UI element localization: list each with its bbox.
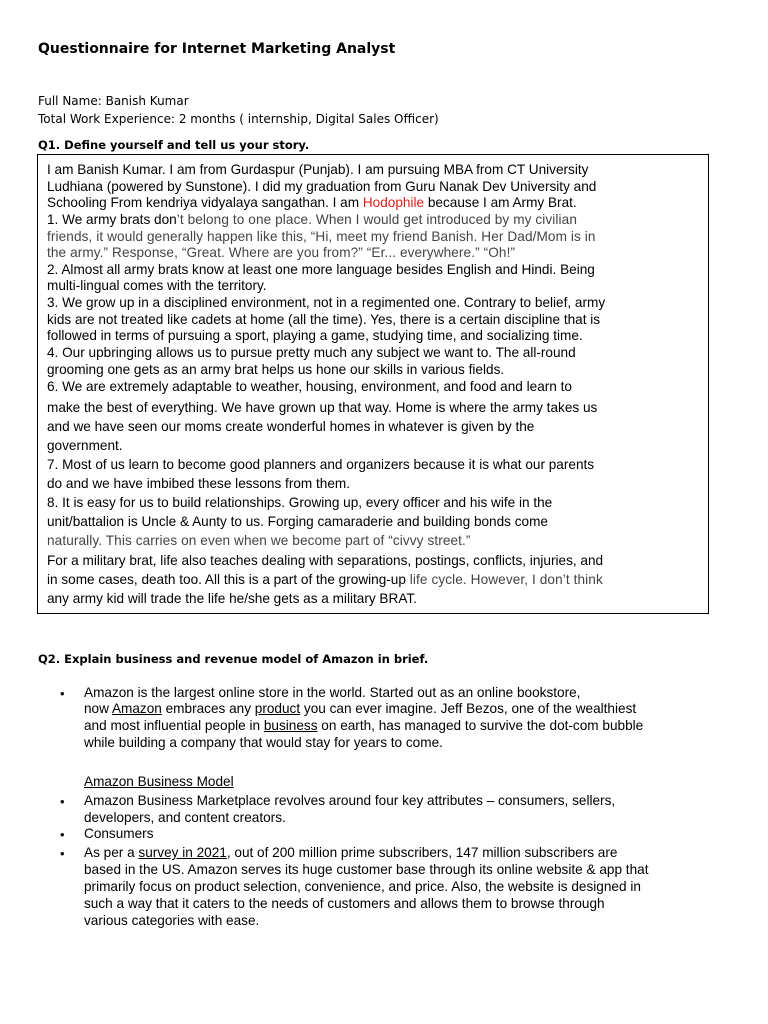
answer-line: 8. It is easy for us to build relationships. Growing up, every officer and his wife in the (47, 495, 553, 510)
answer-line: Ludhiana (powered by Sunstone). I did my graduation from Guru Nanak Dev University and (47, 179, 597, 194)
answer-text: 1. We army brats don (47, 212, 177, 227)
bullet-line: developers, and content creators. (84, 810, 286, 825)
amazon-link[interactable]: Amazon (111, 701, 162, 716)
answer-line: make the best of everything. We have grown up that way. Home is where the army takes us (47, 400, 598, 415)
bullet-line: Amazon is the largest online store in the world. Started out as an online bookstore, (84, 685, 581, 700)
bullet-line (84, 701, 636, 717)
work-experience: Total Work Experience: 2 months ( internship, Digital Sales Officer) (38, 112, 439, 126)
text: , out of 200 million prime subscribers, 147 million subscribers are (226, 845, 618, 860)
answer-line: 3. We grow up in a disciplined environment, not in a regimented one. Contrary to belief, army (47, 295, 606, 310)
bullet-line: Amazon Business Marketplace revolves around four key attributes – consumers, sellers, (84, 793, 616, 808)
answer-line: do and we have imbibed these lessons from them. (47, 476, 351, 491)
answer-text: ’t belong to one place. When I would get introduced by my civilian (176, 212, 577, 227)
answer-line (47, 572, 603, 588)
bullet-icon: • (60, 846, 65, 861)
bullet-icon: • (60, 827, 65, 842)
answer-line: 6. We are extremely adaptable to weather, housing, environment, and food and learn to (47, 379, 572, 394)
business-link[interactable]: business (263, 718, 318, 733)
answer-line: grooming one gets as an army brat helps us hone our skills in various fields. (47, 362, 505, 377)
product-link[interactable]: product (254, 701, 301, 716)
bullet-line: while building a company that would stay for years to come. (84, 735, 443, 750)
answer-line: any army kid will trade the life he/she gets as a military BRAT. (47, 591, 417, 606)
answer-text: Schooling From kendriya vidyalaya sangathan. I am (47, 195, 360, 210)
hodophile-highlight: Hodophile (362, 195, 425, 210)
text: you can ever imagine. Jeff Bezos, one of the wealthiest (300, 701, 637, 716)
q1-answer-box (37, 154, 709, 614)
business-model-subheading: Amazon Business Model (84, 774, 234, 789)
answer-text: in some cases, death too. All this is a part of the growing-up (47, 572, 406, 587)
bullet-icon: • (60, 686, 65, 701)
answer-line (47, 212, 577, 228)
bullet-line: such a way that it caters to the needs of customers and allows them to browse through (84, 896, 605, 911)
q1-question: Q1. Define yourself and tell us your story. (38, 138, 310, 152)
answer-line: friends, it would generally happen like this, “Hi, meet my friend Banish. Her Dad/Mom is in (47, 229, 596, 244)
bullet-line: primarily focus on product selection, convenience, and price. Also, the website is designed in (84, 879, 641, 894)
bullet-line: based in the US. Amazon serves its huge customer base through its online website & app that (84, 862, 649, 877)
answer-line: I am Banish Kumar. I am from Gurdaspur (Punjab). I am pursuing MBA from CT University (47, 162, 589, 177)
answer-line: unit/battalion is Uncle & Aunty to us. Forging camaraderie and building bonds come (47, 514, 548, 529)
survey-link[interactable]: survey in 2021 (138, 845, 227, 860)
bullet-line (84, 845, 617, 861)
answer-line: followed in terms of pursuing a sport, playing a game, studying time, and socializing time. (47, 328, 583, 343)
answer-line: 4. Our upbringing allows us to pursue pretty much any subject we want to. The all-round (47, 345, 576, 360)
answer-line: kids are not treated like cadets at home (all the time). Yes, there is a certain discipline that is (47, 312, 601, 327)
text: and most influential people in (84, 718, 264, 733)
bullet-line (84, 718, 643, 734)
answer-text: life cycle. However, I don’t think (405, 572, 603, 587)
bullet-line: Consumers (84, 826, 154, 841)
q2-question: Q2. Explain business and revenue model of Amazon in brief. (38, 652, 429, 666)
bullet-line: various categories with ease. (84, 913, 260, 928)
answer-line: 7. Most of us learn to become good planners and organizers because it is what our parents (47, 457, 595, 472)
answer-line (47, 195, 577, 211)
document-title: Questionnaire for Internet Marketing Analyst (38, 41, 396, 57)
answer-line: 2. Almost all army brats know at least one more language besides English and Hindi. Being (47, 262, 595, 277)
answer-line: multi-lingual comes with the territory. (47, 278, 267, 293)
answer-line: government. (47, 438, 123, 453)
text: now (84, 701, 112, 716)
bullet-icon: • (60, 794, 65, 809)
answer-line: For a military brat, life also teaches dealing with separations, postings, conflicts, injuries, and (47, 553, 604, 568)
text: embraces any (161, 701, 255, 716)
answer-line: and we have seen our moms create wonderful homes in whatever is given by the (47, 419, 535, 434)
answer-line: naturally. This carries on even when we become part of “civvy street.” (47, 533, 471, 548)
answer-line: the army.” Response, “Great. Where are you from?” “Er... everywhere.” “Oh!” (47, 245, 516, 260)
text: on earth, has managed to survive the dot-com bubble (317, 718, 644, 733)
answer-text: because I am Army Brat. (427, 195, 577, 210)
text: As per a (84, 845, 139, 860)
full-name: Full Name: Banish Kumar (38, 94, 189, 108)
